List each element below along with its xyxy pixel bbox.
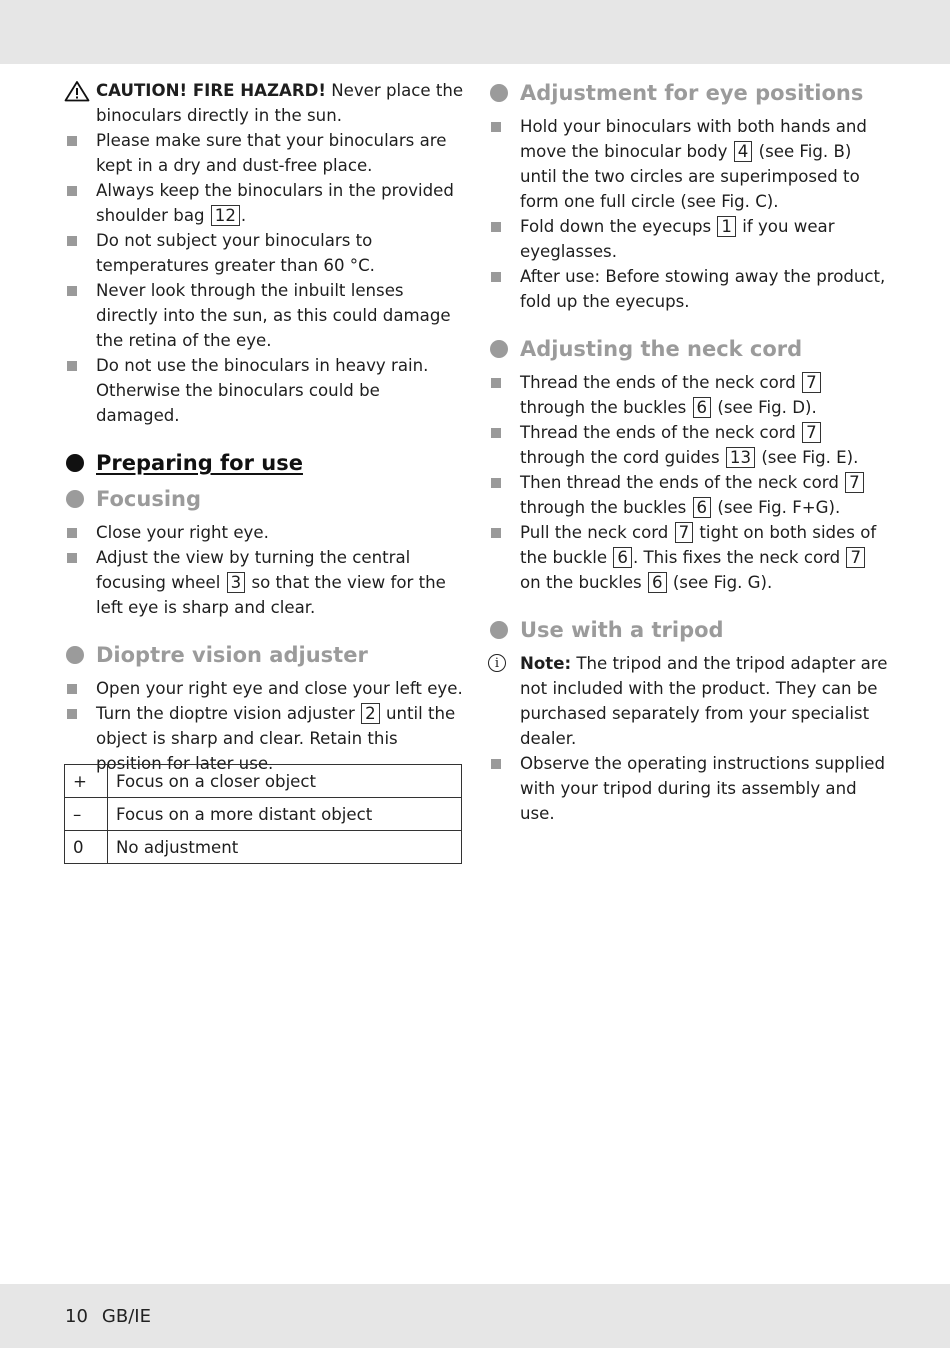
circle-bullet-icon <box>490 621 508 639</box>
language-code: GB/IE <box>101 1306 151 1327</box>
square-bullet-icon <box>491 428 501 438</box>
part-ref: 6 <box>613 547 632 568</box>
list-item <box>64 178 464 228</box>
part-ref: 12 <box>211 205 240 226</box>
table-cell-meaning: Focus on a closer object <box>108 765 462 798</box>
item-text: Thread the ends of the neck cord <box>520 423 802 442</box>
item-text: if you wear eyeglasses. <box>520 217 835 261</box>
item-text: Adjust the view by turning the central focusing wheel <box>96 548 411 592</box>
item-text: Do not subject your binoculars to temperatures greater than 60 °C. <box>96 231 375 275</box>
part-ref: 3 <box>227 572 246 593</box>
item-text: so that the view for the left eye is sharp and clear. <box>96 573 446 617</box>
circle-bullet-icon <box>490 84 508 102</box>
item-text: Always keep the binoculars in the provided shoulder bag <box>96 181 454 225</box>
item-text: Open your right eye and close your left eye. <box>96 679 463 698</box>
right-column <box>488 78 888 826</box>
note-item <box>488 651 888 751</box>
list-item <box>488 114 888 214</box>
square-bullet-icon <box>67 528 77 538</box>
circle-bullet-icon <box>66 646 84 664</box>
heading-text: Adjustment for eye positions <box>520 81 864 105</box>
item-text: Never look through the inbuilt lenses directly into the sun, as this could damage the retina of the eye. <box>96 281 451 350</box>
item-text: Turn the dioptre vision adjuster <box>96 704 361 723</box>
item-text: (see Fig. B) until the two circles are superimposed to form one full circle (see Fig. C). <box>520 142 860 211</box>
part-ref: 7 <box>802 372 821 393</box>
heading-text: Preparing for use <box>96 451 303 475</box>
heading-text: Use with a tripod <box>520 618 724 642</box>
adjustment-table <box>64 764 462 864</box>
circle-bullet-icon <box>66 454 84 472</box>
page-number: 10 <box>65 1306 88 1327</box>
item-text: Pull the neck cord <box>520 523 674 542</box>
list-item <box>488 520 888 595</box>
list-item <box>488 370 888 420</box>
part-ref: 6 <box>693 497 712 518</box>
item-text: Close your right eye. <box>96 523 269 542</box>
item-text: Observe the operating instructions supplied with your tripod during its assembly and use. <box>520 754 886 823</box>
square-bullet-icon <box>67 186 77 196</box>
square-bullet-icon <box>491 122 501 132</box>
table-cell-meaning: Focus on a more distant object <box>108 798 462 831</box>
caution-text: Never place the binoculars directly in the sun. <box>96 81 464 125</box>
list-item <box>64 278 464 353</box>
item-text: Please make sure that your binoculars are kept in a dry and dust-free place. <box>96 131 447 175</box>
list-item <box>64 520 464 545</box>
table-row <box>65 798 462 831</box>
item-text: Do not use the binoculars in heavy rain. Otherwise the binoculars could be damaged. <box>96 356 429 425</box>
item-text: . <box>240 206 247 225</box>
info-icon: i <box>488 654 506 672</box>
item-text: Then thread the ends of the neck cord <box>520 473 845 492</box>
section-heading-tripod <box>488 615 888 645</box>
caution-item <box>64 78 464 128</box>
part-ref: 1 <box>717 216 736 237</box>
list-item <box>488 751 888 826</box>
item-text: Fold down the eyecups <box>520 217 717 236</box>
part-ref: 7 <box>845 472 864 493</box>
square-bullet-icon <box>491 378 501 388</box>
list-item <box>64 128 464 178</box>
part-ref: 7 <box>675 522 694 543</box>
item-text: (see Fig. G). <box>667 573 773 592</box>
table-cell-meaning: No adjustment <box>108 831 462 864</box>
list-item <box>488 420 888 470</box>
part-ref: 4 <box>734 141 753 162</box>
square-bullet-icon <box>491 478 501 488</box>
note-text: The tripod and the tripod adapter are not included with the product. They can be purchased separately from your specialist dealer. <box>520 654 888 748</box>
list-item <box>488 264 888 314</box>
table-cell-symbol: 0 <box>65 831 108 864</box>
page-footer <box>65 1306 165 1327</box>
item-text: Hold your binoculars with both hands and move the binocular body <box>520 117 867 161</box>
part-ref: 2 <box>361 703 380 724</box>
section-heading-neck-cord <box>488 334 888 364</box>
square-bullet-icon <box>67 553 77 563</box>
header-band <box>0 0 950 64</box>
item-text: (see Fig. F+G). <box>712 498 841 517</box>
square-bullet-icon <box>491 222 501 232</box>
square-bullet-icon <box>491 759 501 769</box>
item-text: until the object is sharp and clear. Retain this position for later use. <box>96 704 456 773</box>
list-item <box>64 676 464 701</box>
left-column <box>64 78 464 776</box>
heading-text: Dioptre vision adjuster <box>96 643 368 667</box>
caution-label: CAUTION! FIRE HAZARD! <box>96 81 326 100</box>
heading-text: Focusing <box>96 487 201 511</box>
table-cell-symbol: – <box>65 798 108 831</box>
section-heading-dioptre <box>64 640 464 670</box>
list-item <box>488 214 888 264</box>
square-bullet-icon <box>491 272 501 282</box>
heading-text: Adjusting the neck cord <box>520 337 803 361</box>
list-item <box>488 470 888 520</box>
table-row <box>65 831 462 864</box>
square-bullet-icon <box>67 709 77 719</box>
item-text: . This fixes the neck cord <box>632 548 846 567</box>
item-text: tight on both sides of the buckle <box>520 523 877 567</box>
square-bullet-icon <box>491 528 501 538</box>
part-ref: 6 <box>693 397 712 418</box>
item-text: through the buckles <box>520 498 692 517</box>
item-text: through the buckles <box>520 398 692 417</box>
section-heading-preparing <box>64 448 464 478</box>
circle-bullet-icon <box>490 340 508 358</box>
square-bullet-icon <box>67 236 77 246</box>
item-text: (see Fig. E). <box>756 448 859 467</box>
list-item <box>64 545 464 620</box>
section-heading-focusing <box>64 484 464 514</box>
part-ref: 7 <box>802 422 821 443</box>
part-ref: 13 <box>726 447 755 468</box>
square-bullet-icon <box>67 136 77 146</box>
square-bullet-icon <box>67 684 77 694</box>
warning-triangle-icon <box>64 80 90 102</box>
square-bullet-icon <box>67 286 77 296</box>
section-heading-eye-positions <box>488 78 888 108</box>
note-label: Note: <box>520 654 572 673</box>
table-cell-symbol: + <box>65 765 108 798</box>
item-text: Thread the ends of the neck cord <box>520 373 802 392</box>
part-ref: 6 <box>648 572 667 593</box>
item-text: (see Fig. D). <box>712 398 817 417</box>
list-item <box>64 353 464 428</box>
list-item <box>64 228 464 278</box>
table-row <box>65 765 462 798</box>
item-text: After use: Before stowing away the product, fold up the eyecups. <box>520 267 886 311</box>
item-text: on the buckles <box>520 573 647 592</box>
item-text: through the cord guides <box>520 448 725 467</box>
part-ref: 7 <box>846 547 865 568</box>
circle-bullet-icon <box>66 490 84 508</box>
square-bullet-icon <box>67 361 77 371</box>
